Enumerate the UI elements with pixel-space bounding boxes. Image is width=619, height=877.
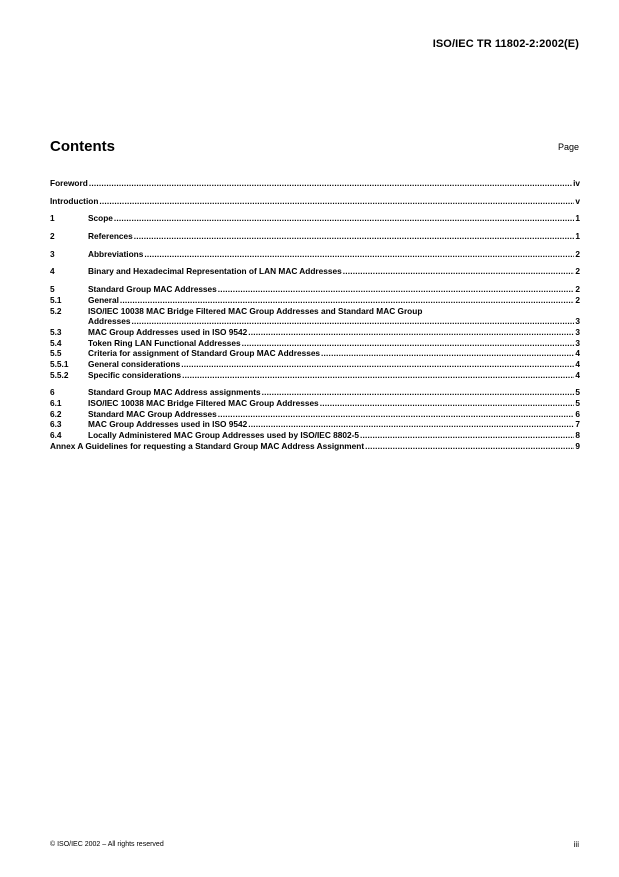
toc-entry-number: 3: [50, 248, 55, 259]
toc-entry-annex-a[interactable]: [50, 441, 580, 452]
toc-leader-dots: [218, 409, 575, 420]
toc-entry-title: MAC Group Addresses used in ISO 9542: [88, 326, 248, 337]
toc-leader-dots: [144, 249, 574, 260]
toc-entry-5-5-1[interactable]: [50, 359, 580, 370]
toc-entry-6-1[interactable]: [50, 398, 580, 409]
toc-entry-page: 1: [575, 231, 580, 242]
toc-entry-title: Foreword: [50, 178, 88, 188]
toc-entry-6-3[interactable]: [50, 419, 580, 430]
toc-entry-title: Locally Administered MAC Group Addresses used by ISO/IEC 8802-5: [88, 430, 359, 441]
toc-entry-5-1[interactable]: [50, 295, 580, 306]
toc-entry-binary-hex[interactable]: [50, 266, 580, 277]
toc-leader-dots: [131, 316, 574, 327]
toc-entry-page: v: [575, 195, 580, 206]
toc-leader-dots: [114, 213, 574, 224]
toc-entry-title: References: [88, 231, 133, 242]
toc-entry-5-5-2[interactable]: [50, 370, 580, 381]
toc-entry-page: iv: [573, 178, 580, 188]
toc-entry-page: 9: [575, 440, 580, 451]
toc-leader-dots: [320, 398, 575, 409]
document-id-header: ISO/IEC TR 11802-2:2002(E): [432, 38, 579, 50]
toc-entry-number: 5.1: [50, 294, 62, 305]
toc-entry-6-4[interactable]: [50, 430, 580, 441]
toc-entry-number: 6.2: [50, 408, 62, 419]
toc-entry-scope[interactable]: [50, 213, 580, 224]
toc-entry-page: 2: [575, 266, 580, 277]
toc-entry-introduction[interactable]: [50, 196, 580, 207]
toc-entry-number: 6.4: [50, 430, 62, 441]
toc-entry-number: 4: [50, 266, 55, 277]
toc-entry-5-4[interactable]: [50, 338, 580, 349]
toc-entry-number: 5.5: [50, 348, 62, 359]
toc-leader-dots: [248, 327, 574, 338]
toc-entry-title: Standard Group MAC Addresses: [88, 284, 217, 295]
toc-entry-page: 2: [575, 294, 580, 305]
table-of-contents: [50, 178, 580, 451]
toc-entry-number: 5.5.2: [50, 369, 69, 380]
toc-entry-number: 6: [50, 387, 55, 398]
toc-entry-title: Specific considerations: [88, 369, 182, 380]
toc-entry-title: Addresses: [88, 316, 131, 327]
page-column-label: Page: [557, 142, 579, 152]
toc-entry-page: 4: [575, 348, 580, 359]
toc-entry-title: ISO/IEC 10038 MAC Bridge Filtered MAC Group Addresses: [88, 398, 319, 408]
toc-leader-dots: [248, 419, 574, 430]
toc-entry-page: 3: [575, 316, 580, 327]
toc-leader-dots: [120, 295, 574, 306]
page-number: iii: [573, 840, 579, 849]
toc-leader-dots: [134, 231, 575, 242]
toc-entry-page: 1: [575, 213, 580, 224]
toc-entry-number: 5.5.1: [50, 358, 69, 369]
toc-entry-number: 6.1: [50, 398, 62, 408]
toc-entry-title: Introduction: [50, 195, 99, 206]
toc-leader-dots: [343, 266, 575, 277]
toc-entry-page: 2: [575, 248, 580, 259]
toc-entry-page: 8: [575, 430, 580, 441]
toc-entry-page: 2: [575, 284, 580, 295]
toc-leader-dots: [360, 430, 574, 441]
toc-entry-number: 5.2: [50, 305, 62, 316]
toc-entry-page: 4: [575, 369, 580, 380]
toc-entry-title: General considerations: [88, 358, 181, 369]
toc-entry-title: ISO/IEC 10038 MAC Bridge Filtered MAC Group Addresses and Standard MAC Group: [88, 305, 423, 316]
toc-leader-dots: [262, 387, 575, 398]
toc-entry-title: Scope: [88, 213, 113, 224]
toc-leader-dots: [181, 359, 574, 370]
toc-entry-page: 6: [575, 408, 580, 419]
toc-leader-dots: [218, 284, 575, 295]
toc-entry-title: Token Ring LAN Functional Addresses: [88, 337, 241, 348]
toc-leader-dots: [242, 338, 575, 349]
copyright-footer: © ISO/IEC 2002 – All rights reserved: [50, 841, 164, 848]
toc-entry-number: 1: [50, 213, 55, 224]
toc-entry-assignments[interactable]: [50, 387, 580, 398]
toc-entry-foreword[interactable]: [50, 178, 580, 189]
toc-entry-standard-group[interactable]: [50, 284, 580, 295]
toc-entry-references[interactable]: [50, 231, 580, 242]
toc-entry-title: Standard MAC Group Addresses: [88, 408, 217, 419]
toc-leader-dots: [321, 348, 574, 359]
toc-entry-number: 6.3: [50, 419, 62, 430]
toc-entry-title: MAC Group Addresses used in ISO 9542: [88, 419, 248, 430]
toc-entry-page: 7: [575, 419, 580, 430]
contents-title: Contents: [50, 138, 115, 155]
toc-entry-page: 3: [575, 337, 580, 348]
toc-entry-abbreviations[interactable]: [50, 249, 580, 260]
toc-entry-5-3[interactable]: [50, 327, 580, 338]
toc-leader-dots: [89, 178, 572, 189]
toc-entry-title: Binary and Hexadecimal Representation of LAN MAC Addresses: [88, 266, 342, 277]
toc-entry-title: Abbreviations: [88, 248, 144, 259]
toc-entry-title: Annex A Guidelines for requesting a Standard Group MAC Address Assignment: [50, 440, 365, 451]
toc-entry-6-2[interactable]: [50, 409, 580, 420]
toc-entry-page: 3: [575, 326, 580, 337]
toc-entry-5-5[interactable]: [50, 348, 580, 359]
toc-entry-title: Criteria for assignment of Standard Group MAC Addresses: [88, 348, 321, 359]
toc-entry-5-2[interactable]: [50, 306, 580, 317]
toc-entry-title: General: [88, 294, 119, 305]
toc-entry-5-2-continued[interactable]: [50, 316, 580, 327]
toc-entry-number: 5.4: [50, 337, 62, 348]
toc-entry-page: 5: [575, 387, 580, 398]
toc-entry-page: 5: [575, 398, 580, 408]
toc-entry-number: 5.3: [50, 326, 62, 337]
toc-entry-number: 5: [50, 284, 55, 295]
toc-entry-title: Standard Group MAC Address assignments: [88, 387, 261, 398]
toc-entry-number: 2: [50, 231, 55, 242]
toc-leader-dots: [182, 370, 574, 381]
toc-leader-dots: [99, 196, 574, 207]
toc-leader-dots: [365, 441, 574, 452]
toc-entry-page: 4: [575, 358, 580, 369]
